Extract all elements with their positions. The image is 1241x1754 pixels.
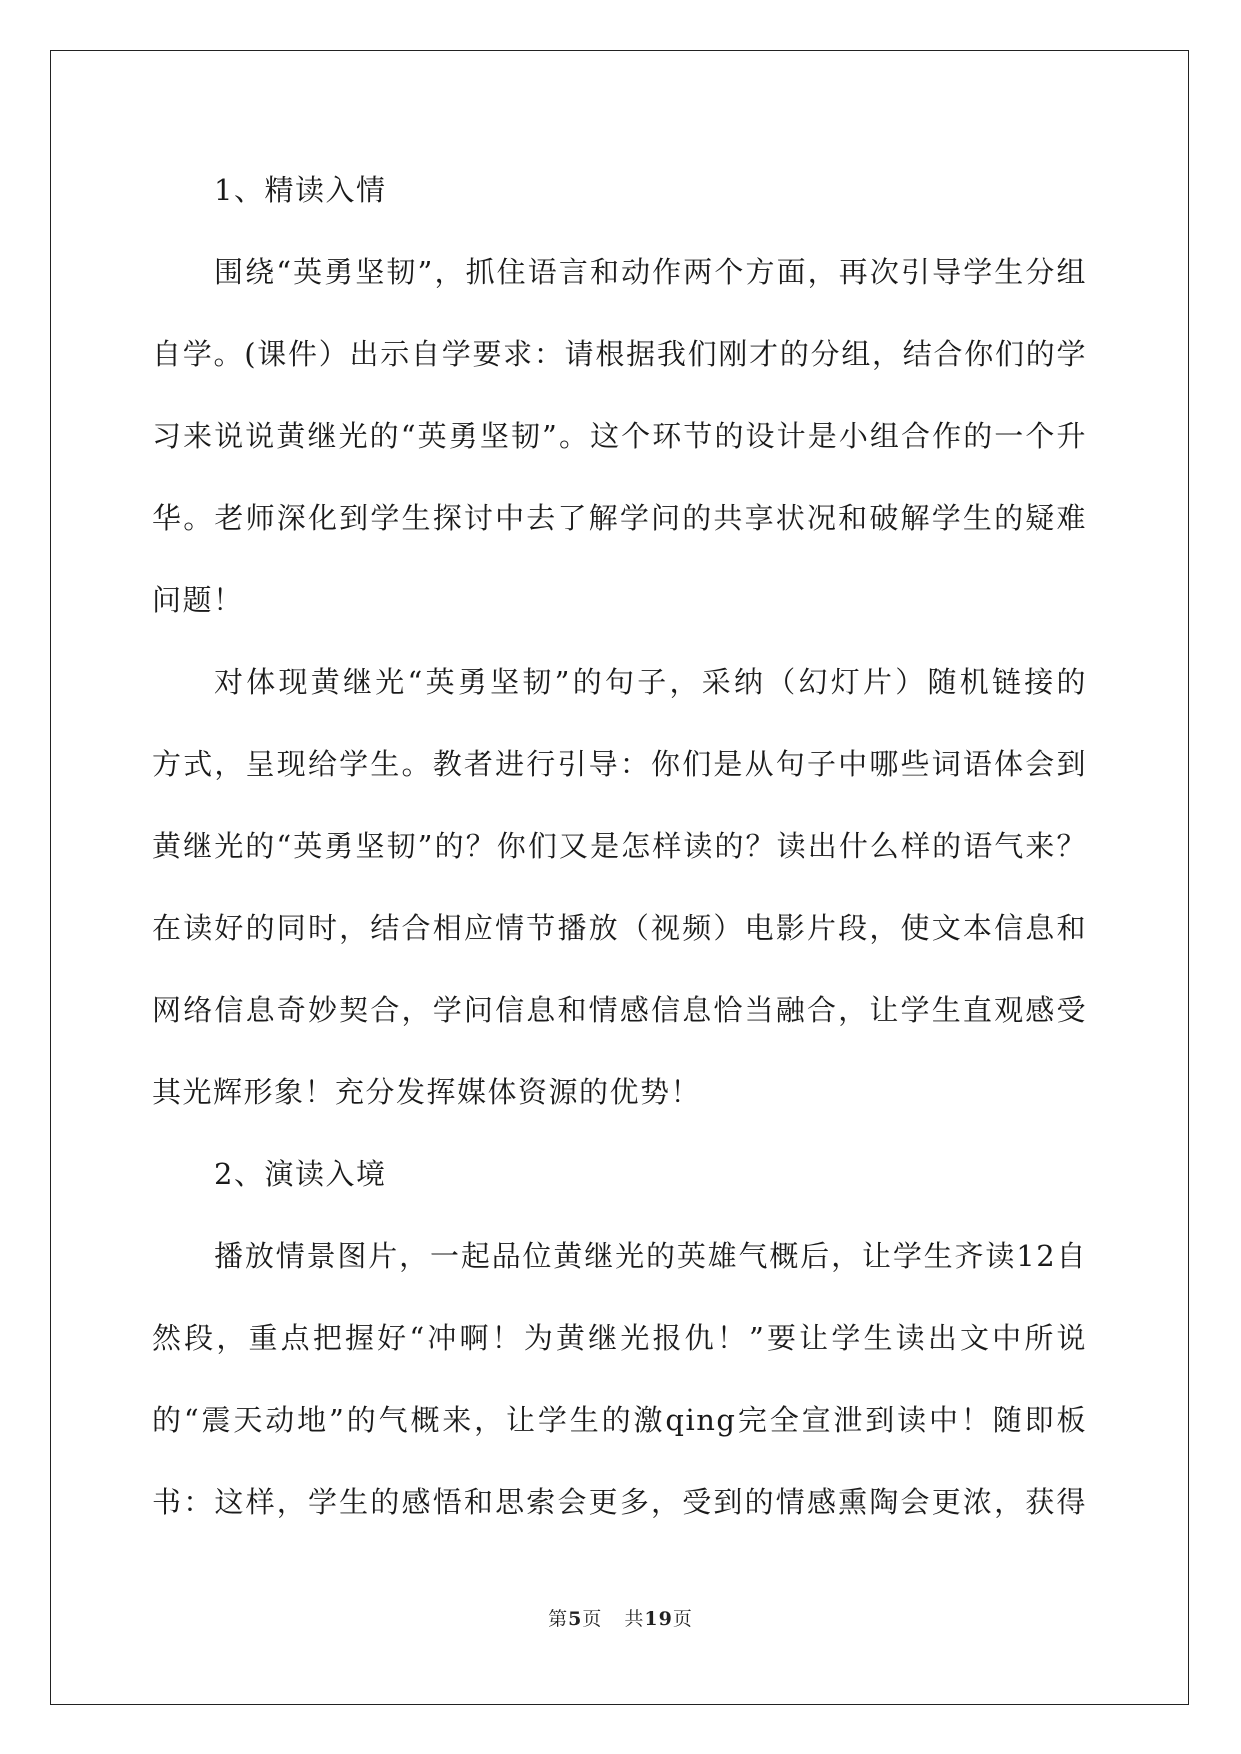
text-line: 问题！	[152, 583, 244, 617]
text-line: 对体现黄继光“英勇坚韧”的句子，采纳（幻灯片）随机链接的	[214, 665, 1087, 699]
text-line: 其光辉形象！充分发挥媒体资源的优势！	[152, 1075, 702, 1109]
text-line: 围绕“英勇坚韧”，抓住语言和动作两个方面，再次引导学生分组	[214, 255, 1087, 289]
text-line: 网络信息奇妙契合，学问信息和情感信息恰当融合，让学生直观感受	[152, 993, 1087, 1027]
text-line: 黄继光的“英勇坚韧”的？你们又是怎样读的？读出什么样的语气来？	[152, 829, 1087, 863]
page-number: 5	[568, 1608, 583, 1630]
page-prefix: 第	[548, 1608, 569, 1630]
total-pages: 19	[644, 1608, 673, 1630]
page-footer	[0, 1604, 1241, 1631]
page-suffix: 页	[582, 1608, 603, 1630]
total-suffix: 页	[672, 1608, 693, 1630]
text-line: 习来说说黄继光的“英勇坚韧”。这个环节的设计是小组合作的一个升	[152, 419, 1087, 453]
text-line: 播放情景图片，一起品位黄继光的英雄气概后，让学生齐读12自	[214, 1239, 1087, 1273]
section-heading-1: 1、精读入情	[214, 173, 387, 207]
text-line: 方式，呈现给学生。教者进行引导：你们是从句子中哪些词语体会到	[152, 747, 1087, 781]
total-prefix: 共	[624, 1608, 645, 1630]
text-line: 在读好的同时，结合相应情节播放（视频）电影片段，使文本信息和	[152, 911, 1087, 945]
text-line: 华。老师深化到学生探讨中去了解学问的共享状况和破解学生的疑难	[152, 501, 1087, 535]
text-line: 书：这样，学生的感悟和思索会更多，受到的情感熏陶会更浓，获得	[152, 1485, 1087, 1519]
section-heading-2: 2、演读入境	[214, 1157, 387, 1191]
document-body	[152, 160, 1087, 1554]
text-line: 自学。(课件）出示自学要求：请根据我们刚才的分组，结合你们的学	[152, 337, 1087, 371]
text-line: 的“震天动地”的气概来，让学生的激qing完全宣泄到读中！随即板	[152, 1403, 1087, 1437]
text-line: 然段，重点把握好“冲啊！为黄继光报仇！”要让学生读出文中所说	[152, 1321, 1087, 1355]
